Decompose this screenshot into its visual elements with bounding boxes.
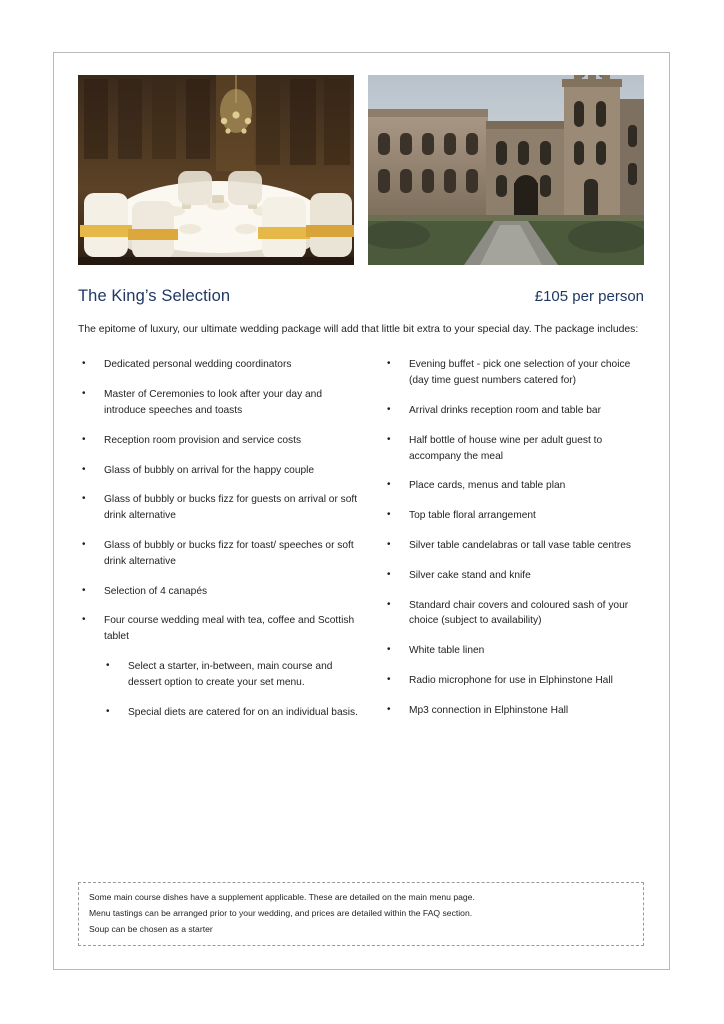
list-item: • Silver cake stand and knife (383, 568, 644, 584)
inclusions-left-column (78, 357, 361, 734)
list-item: • Reception room provision and service costs (78, 433, 361, 449)
list-item: • Glass of bubbly or bucks fizz for toast/ speeches or soft drink alternative (78, 538, 361, 570)
wedding-reception-room-photo (78, 75, 354, 265)
list-item: • Special diets are catered for on an individual basis. (102, 705, 361, 721)
list-item: • Top table floral arrangement (383, 508, 644, 524)
kings-college-exterior-photo (368, 75, 644, 265)
meal-sub-list-wrapper (78, 659, 361, 720)
list-item: • Four course wedding meal with tea, coffee and Scottish tablet (78, 613, 361, 645)
list-item: • Glass of bubbly on arrival for the happy couple (78, 463, 361, 479)
list-item: • Select a starter, in-between, main course and dessert option to create your set menu. (102, 659, 361, 691)
inclusions-right-list (383, 357, 644, 718)
list-item: • Master of Ceremonies to look after your day and introduce speeches and toasts (78, 387, 361, 419)
footnote-line: Some main course dishes have a supplement applicable. These are detailed on the main menu page. (89, 892, 475, 902)
package-header (78, 287, 644, 306)
list-item: • Evening buffet - pick one selection of your choice (day time guest numbers catered for) (383, 357, 644, 389)
list-item: • Standard chair covers and coloured sash of your choice (subject to availability) (383, 598, 644, 630)
list-item: • White table linen (383, 643, 644, 659)
document-page (53, 52, 670, 970)
list-item: • Glass of bubbly or bucks fizz for guests on arrival or soft drink alternative (78, 492, 361, 524)
meal-sub-list (102, 659, 361, 720)
list-item: • Silver table candelabras or tall vase table centres (383, 538, 644, 554)
footnotes-box (78, 882, 644, 946)
footnote-line: Menu tastings can be arranged prior to your wedding, and prices are detailed within the FAQ section. (89, 907, 473, 918)
footnote-line: Soup can be chosen as a starter (89, 923, 213, 934)
list-item: • Half bottle of house wine per adult guest to accompany the meal (383, 433, 644, 465)
package-intro: The epitome of luxury, our ultimate wedding package will add that little bit extra to your special day. The package includes: (78, 324, 639, 335)
package-title: The King’s Selection (78, 287, 231, 305)
package-price: £105 per person (534, 288, 644, 305)
list-item: • Mp3 connection in Elphinstone Hall (383, 703, 644, 719)
photo-row (78, 75, 644, 265)
list-item: • Place cards, menus and table plan (383, 478, 644, 494)
list-item: • Selection of 4 canapés (78, 584, 361, 600)
inclusions-right-column (361, 357, 644, 734)
list-item: • Dedicated personal wedding coordinators (78, 357, 361, 373)
inclusions-left-list (78, 357, 361, 645)
list-item: • Radio microphone for use in Elphinstone Hall (383, 673, 644, 689)
page-content (78, 75, 645, 734)
inclusions-columns (78, 357, 644, 734)
list-item: • Arrival drinks reception room and table bar (383, 403, 644, 419)
